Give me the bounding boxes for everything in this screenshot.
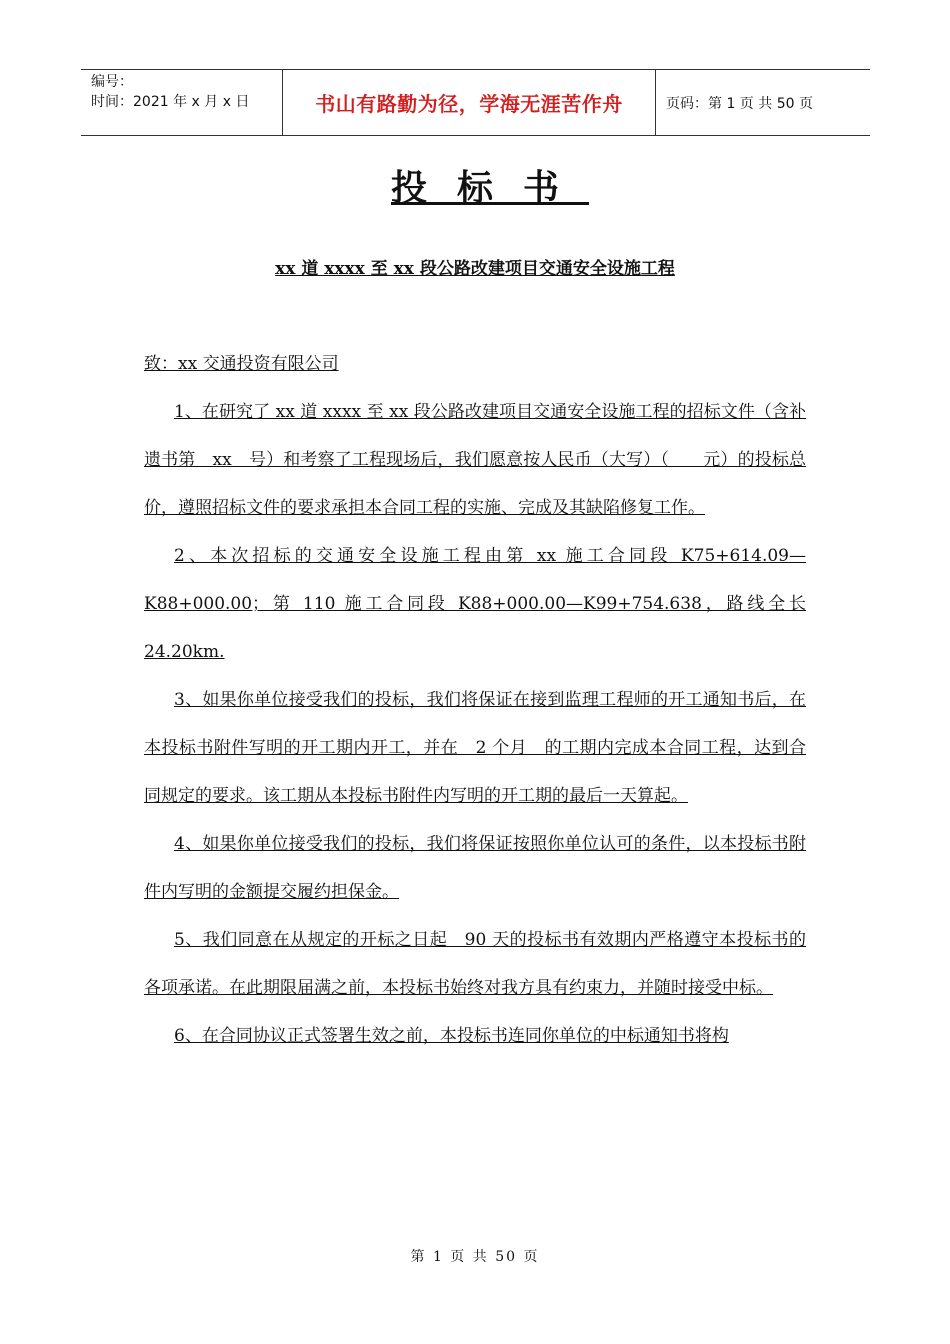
document-title: 投标书	[390, 168, 589, 209]
header-page-cell	[656, 70, 870, 135]
header-motto-cell	[282, 70, 656, 135]
document-body	[144, 340, 806, 1060]
salutation: 致：xx 交通投资有限公司	[144, 354, 339, 374]
header-left-cell	[81, 70, 282, 135]
number-label: 编号：	[91, 74, 133, 90]
motto-text: 书山有路勤为径，学海无涯苦作舟	[315, 92, 623, 116]
paragraph-2: 2、本次招标的交通安全设施工程由第 xx 施工合同段 K75+614.09—K88+000.00；第 110 施工合同段 K88+000.00—K99+754.638，路线全长 24.20km.	[144, 546, 806, 662]
paragraph-3: 3、如果你单位接受我们的投标，我们将保证在接到监理工程师的开工通知书后，在本投标书附件写明的开工期内开工，并在 2 个月 的工期内完成本合同工程，达到合同规定的要求。该工期从本投标书附件内写明的开工期的最后一天算起。	[144, 690, 806, 806]
paragraph-5: 5、我们同意在从规定的开标之日起 90 天的投标书有效期内严格遵守本投标书的各项承诺。在此期限届满之前，本投标书始终对我方具有约束力，并随时接受中标。	[144, 930, 806, 998]
page-footer: 第 1 页 共 50 页	[410, 1249, 540, 1265]
document-subtitle: xx 道 xxxx 至 xx 段公路改建项目交通安全设施工程	[275, 259, 675, 279]
paragraph-6: 6、在合同协议正式签署生效之前，本投标书连同你单位的中标通知书将构	[174, 1026, 729, 1046]
page-info: 页码：第 1 页 共 50 页	[666, 95, 813, 112]
paragraph-1: 1、在研究了 xx 道 xxxx 至 xx 段公路改建项目交通安全设施工程的招标文件（含补遗书第 xx 号）和考察了工程现场后，我们愿意按人民币（大写）（ 元）的投标总价，遵照招标文件的要求承担本合同工程的实施、完成及其缺陷修复工作。	[144, 402, 806, 518]
paragraph-4: 4、如果你单位接受我们的投标，我们将保证按照你单位认可的条件，以本投标书附件内写明的金额提交履约担保金。	[144, 834, 806, 902]
time-label: 时间：2021 年 x 月 x 日	[91, 94, 250, 110]
page-header	[81, 69, 870, 136]
